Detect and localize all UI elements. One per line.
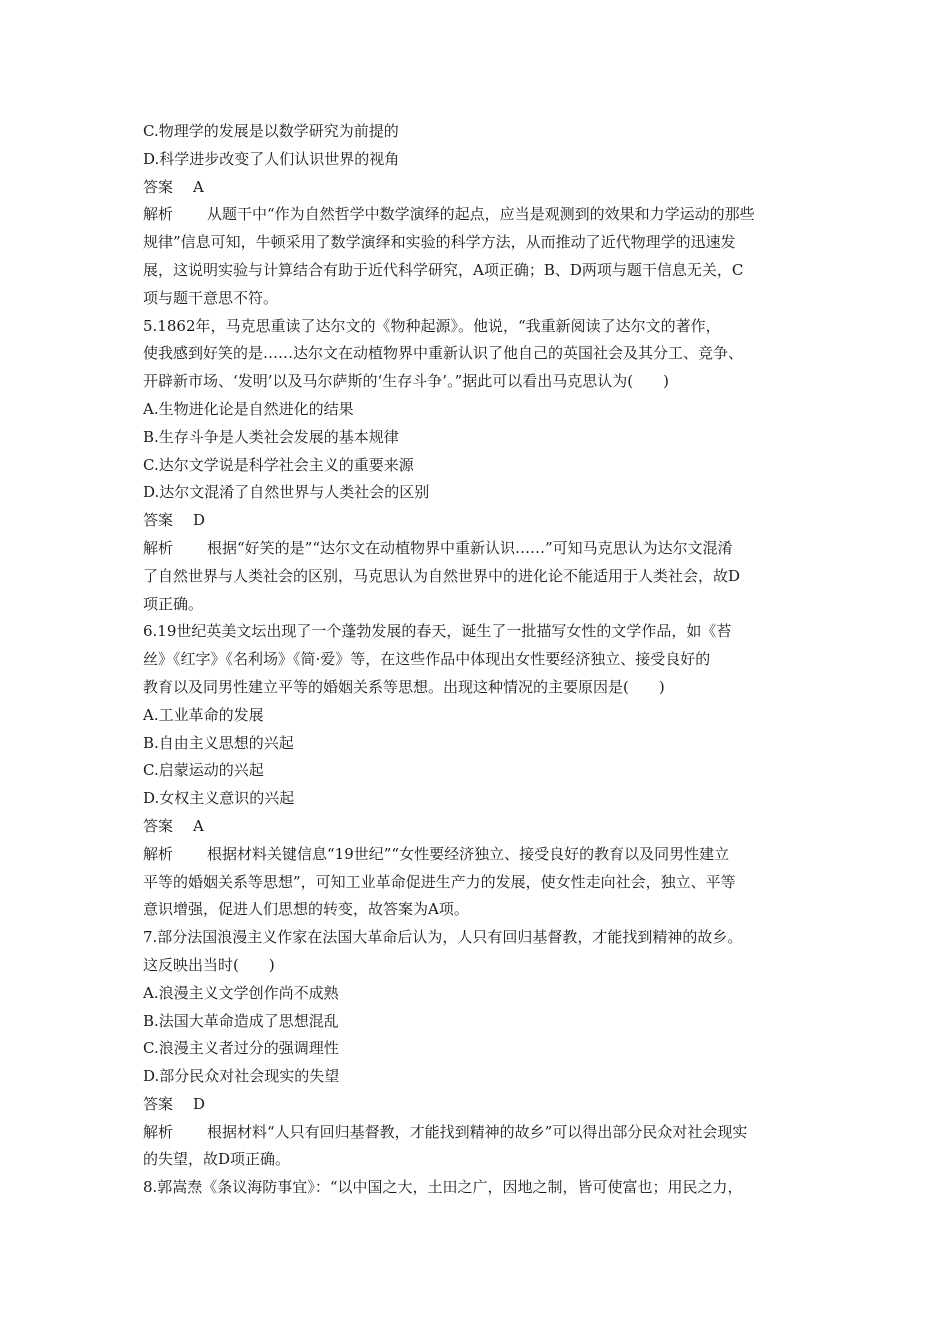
text-line: C.达尔文学说是科学社会主义的重要来源 <box>143 455 414 474</box>
answer-line <box>143 813 823 841</box>
analysis-label: 解析 <box>143 844 174 863</box>
analysis-label: 解析 <box>143 205 174 224</box>
text-line: B.自由主义思想的兴起 <box>143 733 294 752</box>
text-line: D.科学进步改变了人们认识世界的视角 <box>143 149 400 168</box>
analysis-text: 根据材料关键信息“19世纪”“女性要经济独立、接受良好的教育以及同男性建立 <box>207 844 730 863</box>
answer-value: D <box>193 511 206 530</box>
answer-label: 答案 <box>143 1094 174 1113</box>
answer-value: A <box>193 816 204 835</box>
text-line: C.启蒙运动的兴起 <box>143 761 264 780</box>
answer-value: A <box>193 177 204 196</box>
text-line: A.生物进化论是自然进化的结果 <box>143 399 354 418</box>
text-line: 教育以及同男性建立平等的婚姻关系等思想。出现这种情况的主要原因是( ) <box>143 677 665 696</box>
analysis-label: 解析 <box>143 1122 174 1141</box>
text-line: 项与题干意思不符。 <box>143 288 279 307</box>
text-line: A.浪漫主义文学创作尚不成熟 <box>143 983 339 1002</box>
text-line: 展，这说明实验与计算结合有助于近代科学研究，A项正确；B、D两项与题干信息无关，C <box>143 260 744 279</box>
analysis-line <box>143 1119 823 1147</box>
answer-label: 答案 <box>143 816 174 835</box>
text-line: D.女权主义意识的兴起 <box>143 789 295 808</box>
text-line: D.部分民众对社会现实的失望 <box>143 1067 340 1086</box>
analysis-text: 根据材料“人只有回归基督教，才能找到精神的故乡”可以得出部分民众对社会现实 <box>207 1122 748 1141</box>
text-line: 的失望，故D项正确。 <box>143 1150 291 1169</box>
text-line: 意识增强，促进人们思想的转变，故答案为A项。 <box>143 900 469 919</box>
answer-line <box>143 507 823 535</box>
answer-value: D <box>193 1094 206 1113</box>
text-line: B.法国大革命造成了思想混乱 <box>143 1011 339 1030</box>
answer-label: 答案 <box>143 511 174 530</box>
text-line: 项正确。 <box>143 594 204 613</box>
analysis-text: 根据“好笑的是”“达尔文在动植物界中重新认识……”可知马克思认为达尔文混淆 <box>207 538 733 557</box>
text-line: 规律”信息可知，牛顿采用了数学演绎和实验的科学方法，从而推动了近代物理学的迅速发 <box>143 233 736 252</box>
text-line: 使我感到好笑的是……达尔文在动植物界中重新认识了他自己的英国社会及其分工、竞争、 <box>143 344 744 363</box>
text-line: A.工业革命的发展 <box>143 705 264 724</box>
text-line: 5.1862年，马克思重读了达尔文的《物种起源》。他说，“我重新阅读了达尔文的著作， <box>143 316 721 335</box>
answer-label: 答案 <box>143 177 174 196</box>
text-line: 丝》《红字》《名利场》《简·爱》等，在这些作品中体现出女性要经济独立、接受良好的 <box>143 650 711 669</box>
text-line: B.生存斗争是人类社会发展的基本规律 <box>143 427 399 446</box>
text-line: 这反映出当时( ) <box>143 955 275 974</box>
analysis-label: 解析 <box>143 538 174 557</box>
analysis-line <box>143 535 823 563</box>
analysis-line <box>143 201 823 229</box>
answer-line <box>143 174 823 202</box>
analysis-line <box>143 841 823 869</box>
answer-line <box>143 1091 823 1119</box>
text-line: 平等的婚姻关系等思想”，可知工业革命促进生产力的发展，使女性走向社会，独立、平等 <box>143 872 736 891</box>
text-line: D.达尔文混淆了自然世界与人类社会的区别 <box>143 483 430 502</box>
document-page <box>143 118 823 1202</box>
text-line: 7.部分法国浪漫主义作家在法国大革命后认为，人只有回归基督教，才能找到精神的故乡。 <box>143 928 743 947</box>
analysis-text: 从题干中“作为自然哲学中数学演绎的起点，应当是观测到的效果和力学运动的那些 <box>207 205 755 224</box>
text-line: 6.19世纪英美文坛出现了一个蓬勃发展的春天，诞生了一批描写女性的文学作品，如《苔 <box>143 622 732 641</box>
text-line: 8.郭嵩焘《条议海防事宜》：“以中国之大，土田之广，因地之制，皆可使富也；用民之力， <box>143 1178 743 1197</box>
text-line: 了自然世界与人类社会的区别，马克思认为自然世界中的进化论不能适用于人类社会，故D <box>143 566 741 585</box>
text-line: C.物理学的发展是以数学研究为前提的 <box>143 122 399 140</box>
text-line: 开辟新市场、‘发明’以及马尔萨斯的‘生存斗争’。”据此可以看出马克思认为( ) <box>143 372 669 391</box>
text-line: C.浪漫主义者过分的强调理性 <box>143 1039 339 1058</box>
